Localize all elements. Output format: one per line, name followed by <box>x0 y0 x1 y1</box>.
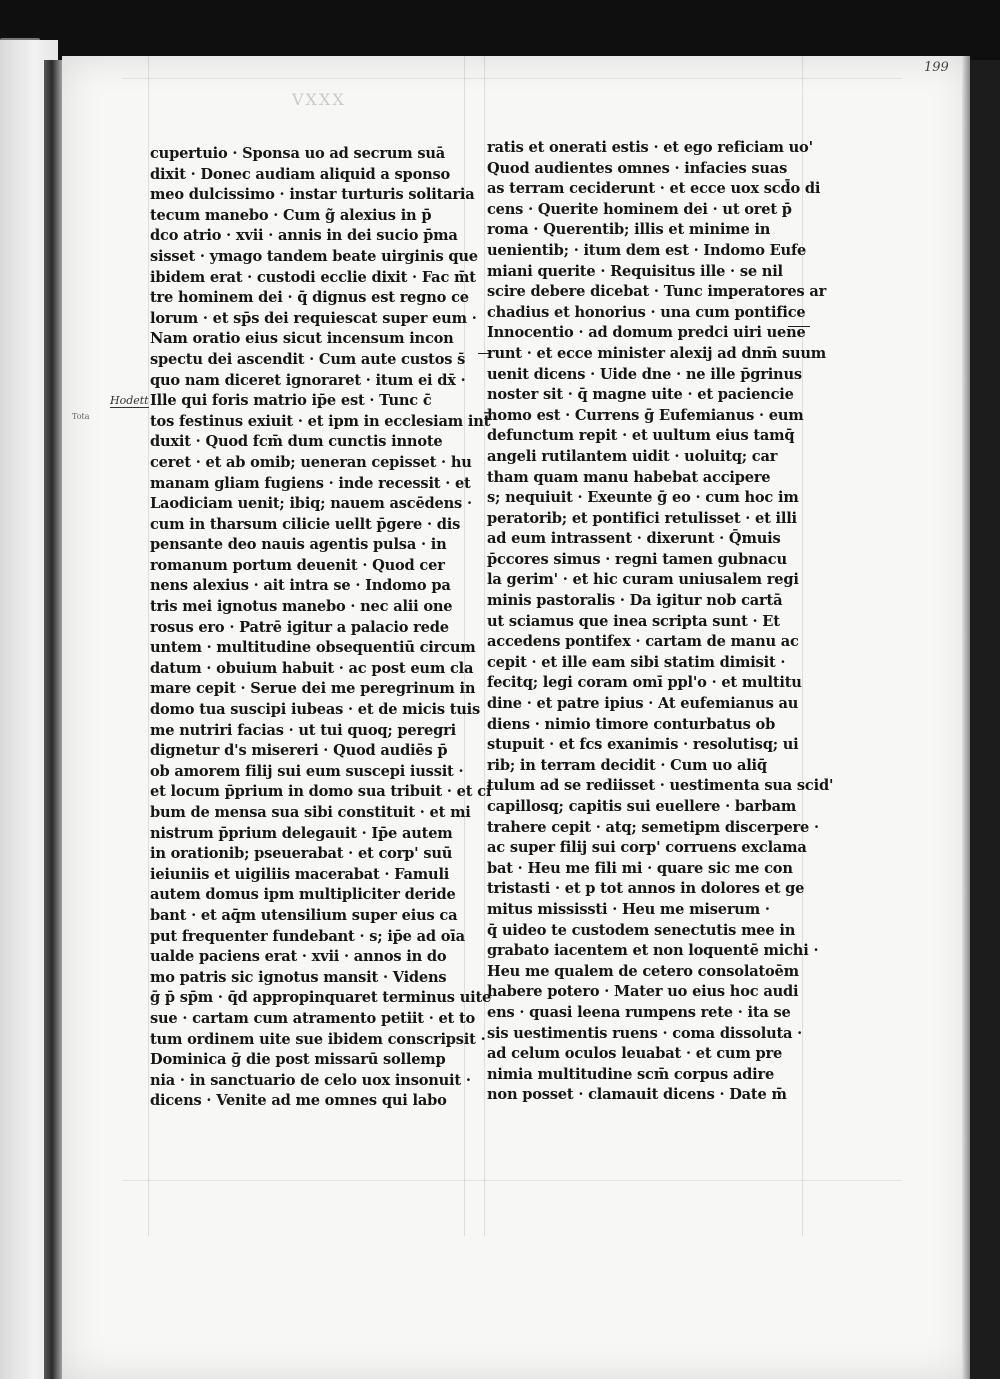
binding-gutter <box>44 60 64 1379</box>
text-line: Quod audientes omnes · infacies suas <box>487 159 788 177</box>
page-edge-shadow <box>962 56 970 1379</box>
text-line: uenit dicens · Uide dne · ne ille p̄grinus <box>487 365 802 383</box>
text-line: non posset · clamauit dicens · Date m̄ <box>487 1086 787 1104</box>
text-line: ratis et onerati estis · et ego reficiam uo' <box>487 139 813 156</box>
text-line: sisset · ymago tandem beate uirginis que <box>150 247 478 265</box>
text-line: peratorib; et pontifici retulisset · et illi <box>487 509 797 527</box>
margin-note: Tota <box>72 412 90 421</box>
text-line: dignetur d's misereri · Quod audiēs p̄ <box>150 742 448 760</box>
text-line: tham quam manu habebat accipere <box>487 468 771 486</box>
text-line: datum · obuium habuit · ac post eum cla <box>150 659 474 677</box>
text-line: nistrum p̄prium delegauit · Ip̄e autem <box>150 824 453 842</box>
text-line: duxit · Quod fcm̄ dum cunctis innote <box>150 433 443 451</box>
text-line: chadius et honorius · una cum pontifice <box>487 303 806 321</box>
text-line: ad eum intrassent · dixerunt · Q̄muis <box>487 530 781 548</box>
text-line: cens · Querite hominem dei · ut oret p̄ <box>487 200 792 218</box>
text-line: defunctum repit · et uultum eius tamq̄ <box>487 427 795 445</box>
text-line: nia · in sanctuario de celo uox insonuit · <box>150 1071 471 1089</box>
text-line: accedens pontifex · cartam de manu ac <box>487 633 799 651</box>
text-line: runt · et ecce minister alexij ad dnm̄ suum <box>487 344 827 362</box>
text-line: ac super filij sui corp' corruens exclama <box>487 839 807 857</box>
ruling-line <box>122 78 902 79</box>
text-line: dicens · Venite ad me omnes qui labo <box>150 1092 447 1110</box>
text-line: Heu me qualem de cetero consolatoēm <box>487 962 799 980</box>
ruling-line <box>484 56 485 1236</box>
text-line: mitus mississti · Heu me miserum · <box>487 900 770 918</box>
text-line: capillosq; capitis sui euellere · barbam <box>487 798 797 815</box>
text-line: Nam oratio eius sicut incensum incon <box>150 330 454 348</box>
text-line: ens · quasi leena rumpens rete · ita se <box>487 1003 791 1021</box>
text-line: dine · et patre ipius · At eufemianus au <box>487 695 799 713</box>
text-line: Ille qui foris matrio ip̄e est · Tunc c̄ <box>150 392 432 410</box>
text-line: tris mei ignotus manebo · nec alii one <box>150 598 453 616</box>
text-line: as terram ceciderunt · et ecce uox scd̄o di <box>487 180 821 198</box>
text-line: homo est · Currens ḡ Eufemianus · eum <box>487 406 804 424</box>
text-line: dixit · Donec audiam aliquid a sponso <box>150 165 451 183</box>
text-line: pensante deo nauis agentis pulsa · in <box>150 536 447 554</box>
text-line: uenientib; · itum dem est · Indomo Eufe <box>487 241 807 259</box>
text-line: tristasti · et p tot annos in dolores et ge <box>487 880 805 898</box>
text-line: mo patris sic ignotus mansit · Videns <box>150 968 447 986</box>
text-line: ḡ p̄ sp̄m · q̄d appropinquaret terminus uite <box>150 989 492 1007</box>
text-line: nens alexius · ait intra se · Indomo pa <box>150 577 451 595</box>
text-line: romanum portum deuenit · Quod cer <box>150 556 445 574</box>
text-line: in orationib; pseuerabat · et corp' suū <box>150 845 453 863</box>
text-line: stupuit · et fcs exanimis · resolutisq; ui <box>487 736 799 754</box>
text-line: sue · cartam cum atramento petiit · et to <box>150 1009 476 1027</box>
text-line: noster sit · q̄ magne uite · et paciencie <box>487 386 794 404</box>
text-line: tre hominem dei · q̄ dignus est regno ce <box>150 289 469 307</box>
text-line: tos festinus exiuit · et ipm in ecclesiam int̄ <box>150 412 491 430</box>
text-line: ob amorem filij sui eum suscepi iussit · <box>150 762 464 780</box>
text-line: me nutriri facias · ut tui quoq; peregri <box>150 721 456 739</box>
text-line: nimia multitudine scm̄ corpus adire <box>487 1065 775 1083</box>
margin-note: Hodett <box>110 394 149 407</box>
text-line: scire debere dicebat · Tunc imperatores ar <box>487 283 827 301</box>
text-line: Innocentio · ad domum predci uiri uene <box>487 324 806 342</box>
text-line: minis pastoralis · Da igitur nob cartā <box>487 592 783 610</box>
text-line: ceret · et ab omib; ueneran cepisset · hu <box>150 453 472 471</box>
text-line: s; nequiuit · Exeunte ḡ eo · cum hoc im <box>487 489 799 507</box>
text-line: cum in tharsum cilicie uellt p̄gere · dis <box>150 515 461 533</box>
text-line: bant · et aq̄m utensilium super eius ca <box>150 906 458 924</box>
ruling-line <box>122 1180 902 1181</box>
text-line: bat · Heu me fili mi · quare sic me con <box>487 859 793 877</box>
text-line: roma · Querentib; illis et minime in <box>487 221 771 239</box>
text-line: tulum ad se rediisset · uestimenta sua scid' <box>487 777 834 795</box>
text-line: spectu dei ascendit · Cum aute custos s̄ <box>150 350 466 368</box>
text-line: meo dulcissimo · instar turturis solitaria <box>150 186 475 204</box>
text-line: tum ordinem uite sue ibidem conscripsit · <box>150 1030 486 1048</box>
text-line: autem domus ipm multipliciter deride <box>150 886 456 904</box>
text-line: rib; in terram decidit · Cum uo aliq̄ <box>487 756 767 774</box>
text-line: Dominica ḡ die post missarū sollemp <box>150 1051 446 1069</box>
text-line: ad celum oculos leuabat · et cum pre <box>487 1045 783 1063</box>
text-line: dco atrio · xvii · annis in dei sucio p̄ma <box>150 227 458 245</box>
text-line: untem · multitudine obsequentiū circum <box>150 639 476 657</box>
text-line: bum de mensa sua sibi constituit · et mi <box>150 804 471 821</box>
text-line: cupertuio · Sponsa uo ad secrum suā <box>150 145 446 162</box>
text-line: domo tua suscipi iubeas · et de micis tuis <box>150 701 481 719</box>
text-line: put frequenter fundebant · s; ip̄e ad oīa <box>150 927 465 945</box>
text-line: tecum manebo · Cum g̃ alexius in p̄ <box>150 206 432 224</box>
text-line: Laodiciam uenit; ibiq; nauem ascēdens · <box>150 495 472 513</box>
text-line: quo nam diceret ignoraret · itum ei dx̄ · <box>150 371 466 389</box>
text-column-right <box>487 138 834 1106</box>
text-line: la gerim' · et hic curam uniusalem regi <box>487 571 799 589</box>
text-line: angeli rutilantem uidit · uoluitq; car <box>487 447 778 465</box>
folio-number: 199 <box>924 60 949 75</box>
text-line: ualde paciens erat · xvii · annos in do <box>150 948 447 966</box>
text-line: sis uestimentis ruens · coma dissoluta · <box>487 1024 803 1042</box>
text-line: q̄ uideo te custodem senectutis mee in <box>487 921 796 939</box>
manuscript-page <box>62 56 970 1379</box>
text-line: cepit · et ille eam sibi statim dimisit · <box>487 653 786 671</box>
text-line: lorum · et sp̄s dei requiescat super eum · <box>150 309 477 327</box>
text-line: et locum p̄prium in domo sua tribuit · et ci <box>150 783 492 801</box>
text-line: p̄ccores simus · regni tamen gubnacu <box>487 550 787 568</box>
text-line: rosus ero · Patrē igitur a palacio rede <box>150 618 449 636</box>
text-line: diens · nimio timore conturbatus ob <box>487 715 776 733</box>
text-line: ibidem erat · custodi ecclie dixit · Fac m̄t <box>150 268 476 286</box>
running-head: VXXX <box>292 90 346 109</box>
text-line: mare cepit · Serue dei me peregrinum in <box>150 680 476 698</box>
text-line: habere potero · Mater uo eius hoc audi <box>487 983 799 1001</box>
text-line: ut sciamus que inea scripta sunt · Et <box>487 612 780 630</box>
text-line: trahere cepit · atq; semetipm discerpere · <box>487 818 819 836</box>
ruling-line <box>148 56 149 1236</box>
text-column-left <box>150 144 492 1112</box>
scan-top-background <box>0 0 1000 60</box>
text-line: miani querite · Requisitus ille · se nil <box>487 262 783 280</box>
text-line: ieiuniis et uigiliis macerabat · Famuli <box>150 865 450 883</box>
text-line: manam gliam fugiens · inde recessit · et <box>150 474 471 492</box>
text-line: grabato iacentem et non loquentē michi · <box>487 942 819 960</box>
text-line: fecitq; legi coram omī ppl'o · et multitu <box>487 674 802 692</box>
